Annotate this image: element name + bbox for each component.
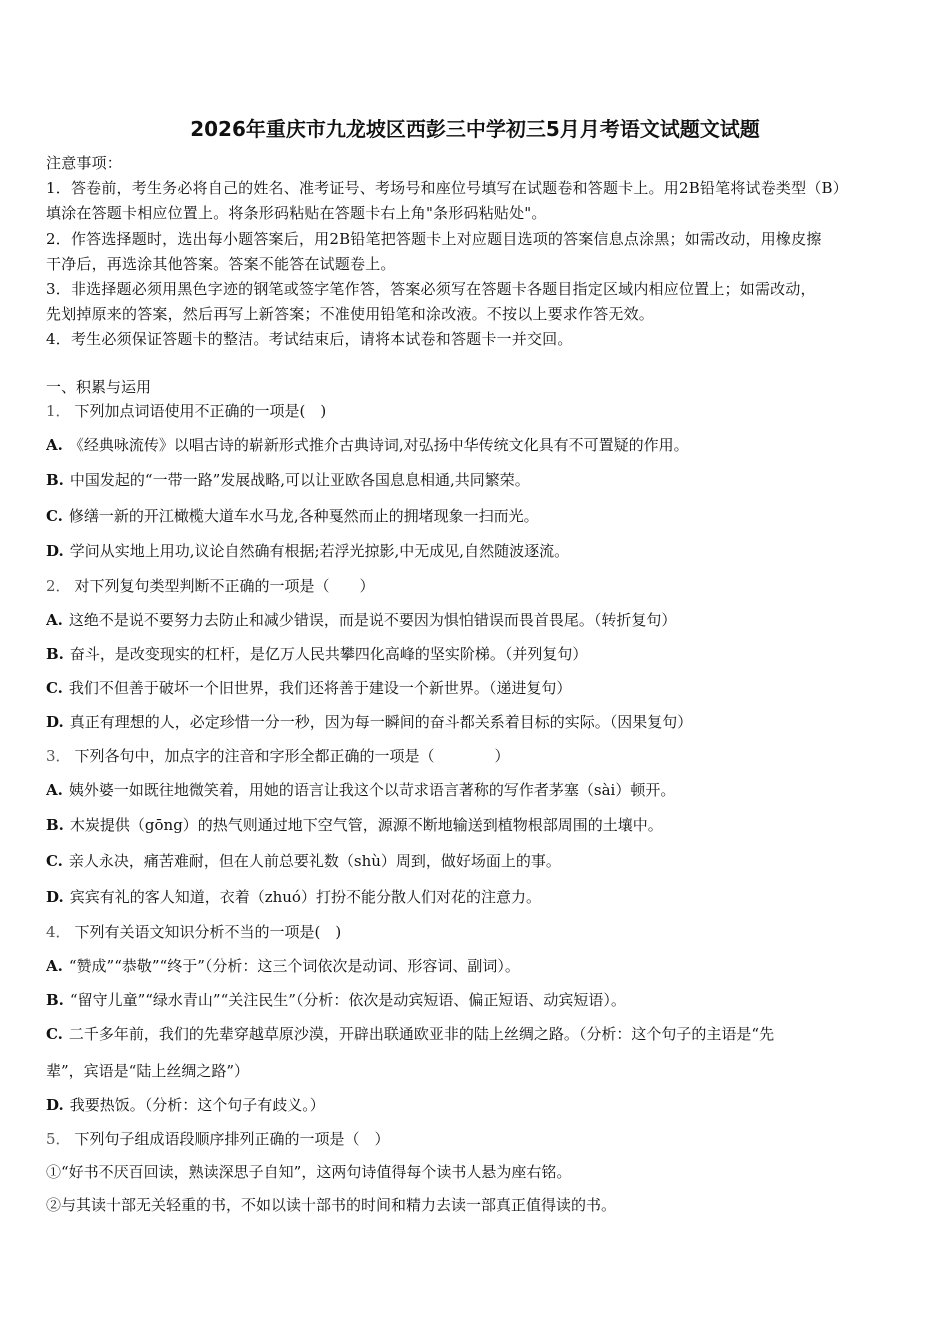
notice-line-4: 干净后，再选涂其他答案。答案不能答在试题卷上。: [46, 255, 396, 273]
notice-line-1: 1．答卷前，考生务必将自己的姓名、准考证号、考场号和座位号填写在试题卷和答题卡上。用2B铅笔将试卷类型（B）: [46, 179, 848, 197]
option-label: A.: [46, 436, 63, 454]
question-text: 下列句子组成语段顺序排列正确的一项是（ ）: [74, 1130, 390, 1148]
q2-option-b: [46, 644, 906, 664]
question-number: 3．: [46, 747, 71, 765]
question-text: 下列有关语文知识分析不当的一项是( ): [74, 923, 342, 941]
option-label: C.: [46, 679, 63, 697]
q3-option-c: [46, 851, 906, 871]
question-text: 下列各句中，加点字的注音和字形全都正确的一项是（ ）: [74, 747, 510, 765]
q4-option-a: [46, 956, 906, 976]
page-title: 2026年重庆市九龙坡区西彭三中学初三5月月考语文试题文试题: [190, 117, 760, 141]
notice-line-2: 填涂在答题卡相应位置上。将条形码粘贴在答题卡右上角"条形码粘贴处"。: [46, 204, 547, 222]
option-text: “赞成”“恭敬”“终于”（分析：这三个词依次是动词、形容词、副词）。: [68, 957, 520, 975]
question-number: 2．: [46, 577, 71, 595]
option-label: C.: [46, 852, 63, 870]
option-text: 奋斗，是改变现实的杠杆，是亿万人民共攀四化高峰的坚实阶梯。（并列复句）: [69, 645, 588, 663]
option-label: B.: [46, 816, 64, 834]
question-number: 5．: [46, 1130, 71, 1148]
question-2-stem: [46, 576, 906, 596]
option-label: B.: [46, 471, 64, 489]
q1-option-d: [46, 541, 906, 561]
option-text: 学问从实地上用功,议论自然确有根据;若浮光掠影,中无成见,自然随波逐流。: [69, 542, 570, 560]
question-number: 1．: [46, 402, 71, 420]
option-text: 木炭提供（gōng）的热气则通过地下空气管，源源不断地输送到植物根部周围的土壤中。: [69, 816, 663, 834]
q4-option-c-continued: 辈”，宾语是“陆上丝绸之路”）: [46, 1062, 250, 1080]
q4-option-d: [46, 1095, 906, 1115]
option-text: “留守儿童”“绿水青山”“关注民生”（分析：依次是动宾短语、偏正短语、动宾短语）。: [69, 991, 626, 1009]
option-text: 二千多年前，我们的先辈穿越草原沙漠，开辟出联通欧亚非的陆上丝绸之路。（分析：这个句子的主语是“先: [68, 1025, 775, 1043]
option-text: 宾宾有礼的客人知道，衣着（zhuó）打扮不能分散人们对花的注意力。: [69, 888, 541, 906]
section-heading: 一、积累与运用: [46, 378, 152, 396]
option-label: A.: [46, 957, 63, 975]
q5-sentence-1: ①“好书不厌百回读，熟读深思子自知”，这两句诗值得每个读书人悬为座右铭。: [46, 1163, 572, 1181]
notice-heading: 注意事项：: [46, 154, 123, 172]
question-4-stem: [46, 922, 906, 942]
option-label: B.: [46, 645, 64, 663]
q1-option-b: [46, 470, 906, 490]
question-3-stem: [46, 746, 906, 766]
q1-option-c: [46, 506, 906, 526]
option-text: 亲人永决，痛苦难耐，但在人前总要礼数（shù）周到，做好场面上的事。: [68, 852, 561, 870]
option-text: 我们不但善于破坏一个旧世界，我们还将善于建设一个新世界。（递进复句）: [68, 679, 572, 697]
q2-option-a: [46, 610, 906, 630]
question-text: 下列加点词语使用不正确的一项是( ): [74, 402, 327, 420]
notice-line-6: 先划掉原来的答案，然后再写上新答案；不准使用铅笔和涂改液。不按以上要求作答无效。: [46, 305, 655, 323]
option-text: 《经典咏流传》以唱古诗的崭新形式推介古典诗词,对弘扬中华传统文化具有不可置疑的作用。: [68, 436, 689, 454]
notice-line-7: 4．考生必须保证答题卡的整洁。考试结束后，请将本试卷和答题卡一并交回。: [46, 330, 573, 348]
question-1-stem: [46, 401, 906, 421]
q2-option-d: [46, 712, 906, 732]
option-label: D.: [46, 542, 64, 560]
option-text: 中国发起的“一带一路”发展战略,可以让亚欧各国息息相通,共同繁荣。: [69, 471, 530, 489]
q1-option-a: [46, 435, 906, 455]
option-text: 这绝不是说不要努力去防止和减少错误，而是说不要因为惧怕错误而畏首畏尾。（转折复句）: [68, 611, 677, 629]
q4-option-b: [46, 990, 906, 1010]
option-text: 我要热饭。（分析：这个句子有歧义。）: [69, 1096, 325, 1114]
q5-sentence-2: ②与其读十部无关轻重的书，不如以读十部书的时间和精力去读一部真正值得读的书。: [46, 1196, 617, 1214]
option-label: D.: [46, 713, 64, 731]
notice-line-3: 2．作答选择题时，选出每小题答案后，用2B铅笔把答题卡上对应题目选项的答案信息点涂黑；如需改动，用橡皮擦: [46, 230, 822, 248]
q3-option-a: [46, 780, 906, 800]
q4-option-c: [46, 1024, 906, 1044]
option-text: 姨外婆一如既往地微笑着，用她的语言让我这个以苛求语言著称的写作者茅塞（sài）顿开。: [68, 781, 676, 799]
option-text: 真正有理想的人，必定珍惜一分一秒，因为每一瞬间的奋斗都关系着目标的实际。（因果复句）: [69, 713, 693, 731]
q3-option-d: [46, 887, 906, 907]
option-label: A.: [46, 781, 63, 799]
option-text: 修缮一新的开江橄榄大道车水马龙,各种戛然而止的拥堵现象一扫而光。: [68, 507, 539, 525]
option-label: C.: [46, 1025, 63, 1043]
question-text: 对下列复句类型判断不正确的一项是（ ）: [74, 577, 375, 595]
question-number: 4．: [46, 923, 71, 941]
notice-line-5: 3．非选择题必须用黑色字迹的钢笔或签字笔作答，答案必须写在答题卡各题目指定区域内相应位置上；如需改动，: [46, 280, 816, 298]
q3-option-b: [46, 815, 906, 835]
option-label: B.: [46, 991, 64, 1009]
option-label: A.: [46, 611, 63, 629]
option-label: D.: [46, 1096, 64, 1114]
q2-option-c: [46, 678, 906, 698]
option-label: D.: [46, 888, 64, 906]
question-5-stem: [46, 1129, 906, 1149]
option-label: C.: [46, 507, 63, 525]
